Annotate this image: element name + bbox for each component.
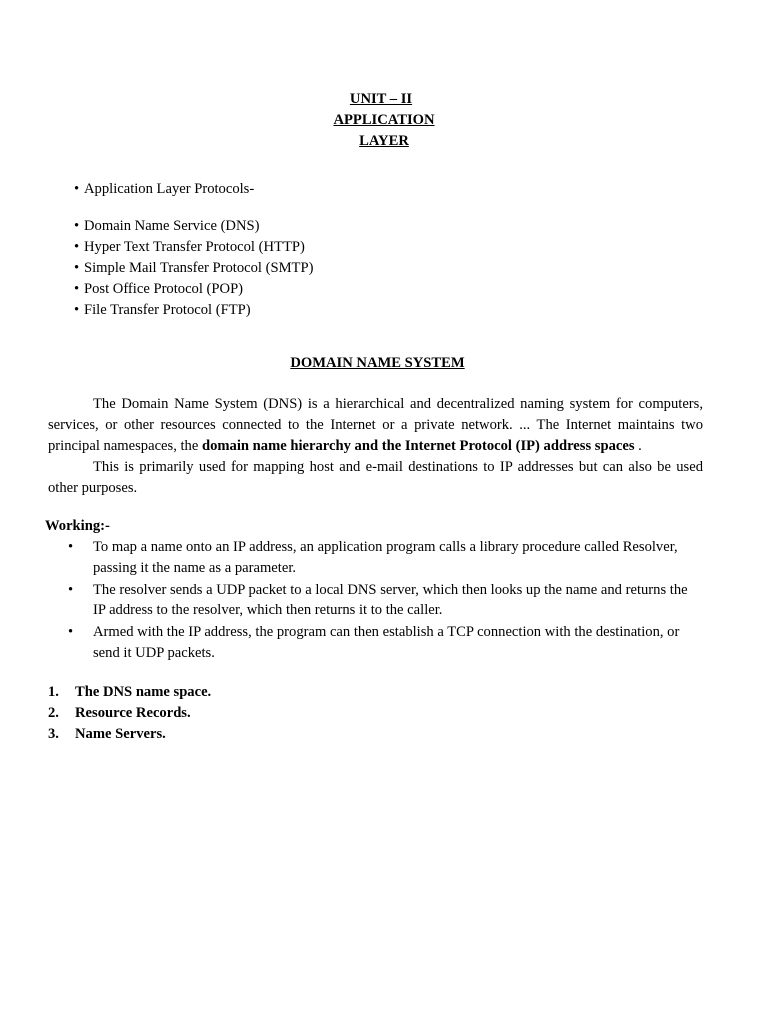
bullet-icon: • <box>74 281 80 297</box>
paragraph-dns-usage <box>48 457 703 499</box>
bullet-icon: • <box>74 260 80 276</box>
protocol-item-smtp <box>74 258 313 279</box>
list-item <box>48 724 211 745</box>
working-heading: Working:- <box>45 518 110 534</box>
list-item-text: The DNS name space. <box>75 684 212 700</box>
protocol-label: Domain Name Service (DNS) <box>84 218 260 234</box>
paragraph-end: . <box>634 437 642 454</box>
page-title <box>0 89 768 151</box>
list-item <box>48 703 211 724</box>
working-list <box>68 537 688 665</box>
bullet-icon: • <box>68 581 74 598</box>
bullet-icon: • <box>74 302 80 318</box>
numbered-list <box>48 682 211 744</box>
protocol-label: File Transfer Protocol (FTP) <box>84 302 251 318</box>
paragraph-dns-definition <box>48 394 703 456</box>
list-number: 3. <box>48 725 59 742</box>
paragraph-text: This is primarily used for mapping host and e-mail destinations to IP addresses but can also be used other purposes. <box>48 459 703 496</box>
protocols-heading-text: Application Layer Protocols- <box>84 181 255 197</box>
protocols-heading <box>74 179 254 200</box>
bullet-icon: • <box>74 239 80 255</box>
list-item-text: The resolver sends a UDP packet to a local DNS server, which then looks up the name and returns the IP address to the resolver, which then returns it to the caller. <box>93 581 688 619</box>
protocol-label: Simple Mail Transfer Protocol (SMTP) <box>84 260 314 276</box>
list-item <box>68 622 688 664</box>
bullet-icon: • <box>68 624 74 641</box>
paragraph-bold-text: domain name hierarchy and the Internet Protocol (IP) address spaces <box>201 437 635 454</box>
list-item <box>48 682 211 703</box>
title-unit: UNIT – II <box>349 91 413 107</box>
protocol-label: Post Office Protocol (POP) <box>84 281 244 297</box>
list-number: 1. <box>48 684 59 700</box>
list-number: 2. <box>48 704 59 721</box>
protocol-label: Hyper Text Transfer Protocol (HTTP) <box>84 239 305 255</box>
title-application: APPLICATION <box>333 111 435 128</box>
list-item-text: Armed with the IP address, the program can then establish a TCP connection with the destination, or send it UDP packets. <box>93 624 680 661</box>
list-item <box>68 580 688 622</box>
protocol-item-pop <box>74 279 243 300</box>
list-item <box>68 537 688 579</box>
protocol-item-dns <box>74 216 259 237</box>
bullet-icon: • <box>74 181 80 197</box>
bullet-icon: • <box>68 539 74 555</box>
protocol-item-ftp <box>74 300 251 321</box>
section-heading-dns: DOMAIN NAME SYSTEM <box>290 355 465 371</box>
list-item-text: To map a name onto an IP address, an application program calls a library procedure called Resolver, passing it the name as a parameter. <box>93 539 678 576</box>
title-layer: LAYER <box>359 132 409 149</box>
protocol-item-http <box>74 237 305 258</box>
bullet-icon: • <box>74 218 80 234</box>
list-item-text: Resource Records. <box>75 704 191 721</box>
paragraph-text: The Domain Name System (DNS) is a hierarchical and decentralized naming system for computers, services, or other resources connected to the Internet or a private network. ... The Internet maintains two principal namespaces, the <box>48 396 703 454</box>
list-item-text: Name Servers. <box>75 725 166 742</box>
